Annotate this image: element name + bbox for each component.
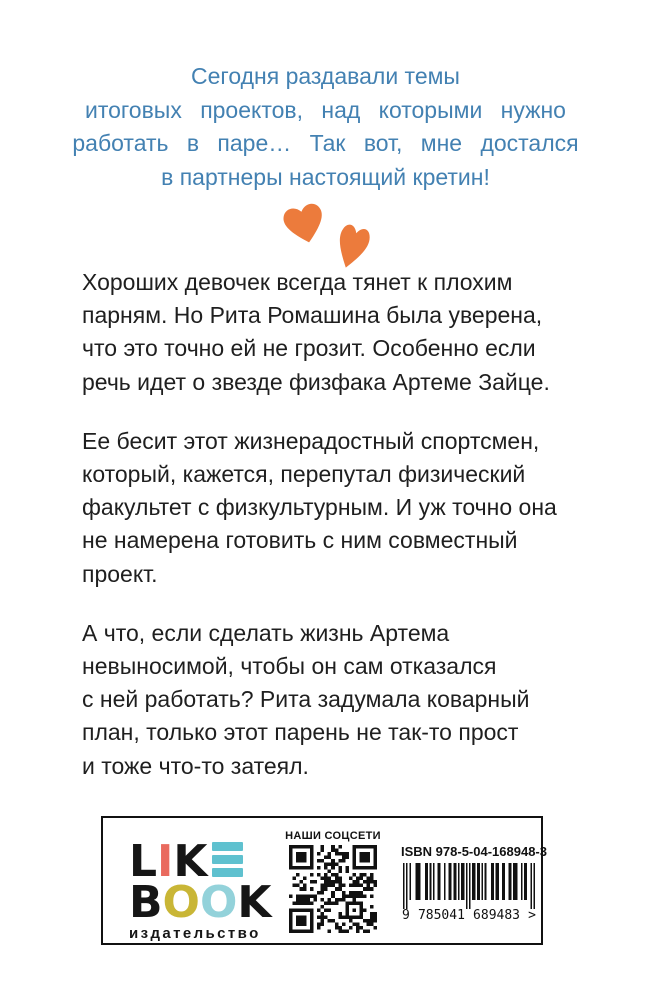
barcode-digits	[401, 908, 537, 923]
logo-top-row	[129, 836, 261, 887]
barcode-digit-left: 9	[402, 908, 410, 923]
isbn-block	[401, 844, 547, 923]
text-line: и тоже что-то затеял.	[82, 752, 309, 779]
text-line: невыносимой, чтобы он сам отказался	[82, 653, 497, 680]
logo-e-bars-icon	[212, 842, 243, 880]
text-line: что это точно ей не грозит. Особенно если	[82, 335, 536, 362]
text-line: с ней работать? Рита задумала коварный	[82, 686, 530, 713]
logo-letter-o2: O	[199, 877, 238, 928]
logo-letter-b: B	[129, 877, 163, 928]
social-qr-block	[281, 830, 385, 933]
logo-bottom-row	[129, 877, 272, 928]
synopsis-paragraph	[82, 266, 592, 399]
text-line: речь идет о звезде физфака Артеме Зайце.	[82, 368, 550, 395]
synopsis-paragraph	[82, 617, 592, 783]
text-line: не намерена готовить с ним совместный	[82, 527, 518, 554]
text-line: парням. Но Рита Ромашина была уверена,	[82, 302, 543, 329]
qr-code-icon	[289, 845, 377, 933]
text-line: план, только этот парень не так-то прост	[82, 719, 519, 746]
barcode-icon	[403, 863, 535, 909]
logo-letter-l: L	[129, 836, 158, 887]
logo-letter-i: I	[157, 836, 174, 887]
text-line: работать в паре… Так вот, мне достался	[72, 130, 579, 156]
text-line: Ее бесит этот жизнерадостный спортсмен,	[82, 427, 540, 454]
text-line: Хороших девочек всегда тянет к плохим	[82, 269, 513, 295]
intro-quote	[48, 60, 603, 194]
text-line: А что, если сделать жизнь Артема	[82, 619, 450, 646]
text-line: проект.	[82, 560, 158, 587]
barcode-digit-group2: 689483	[473, 908, 521, 923]
qr-label: НАШИ СОЦСЕТИ	[285, 830, 381, 842]
synopsis	[82, 266, 592, 809]
barcode-digit-group1: 785041	[417, 908, 465, 923]
heart-icon	[273, 191, 334, 254]
text-line: в партнеры настоящий кретин!	[161, 163, 490, 190]
isbn-label: ISBN 978-5-04-168948-3	[401, 844, 547, 859]
text-line: который, кажется, перепутал физический	[82, 461, 526, 488]
publisher-box	[101, 816, 547, 945]
logo-letter-o1: O	[162, 877, 200, 928]
text-line: факультет с физкультурным. И уж точно она	[82, 494, 557, 521]
text-line: Сегодня раздавали темы	[191, 63, 460, 89]
likebook-logo	[129, 836, 272, 942]
logo-letter-k: K	[173, 836, 208, 887]
text-line: итоговых проектов, над которыми нужно	[85, 96, 566, 123]
publisher-subtitle: издательство	[129, 925, 261, 942]
barcode-digit-right: >	[528, 908, 536, 923]
logo-letter-k2: K	[237, 877, 272, 928]
synopsis-paragraph	[82, 425, 592, 591]
